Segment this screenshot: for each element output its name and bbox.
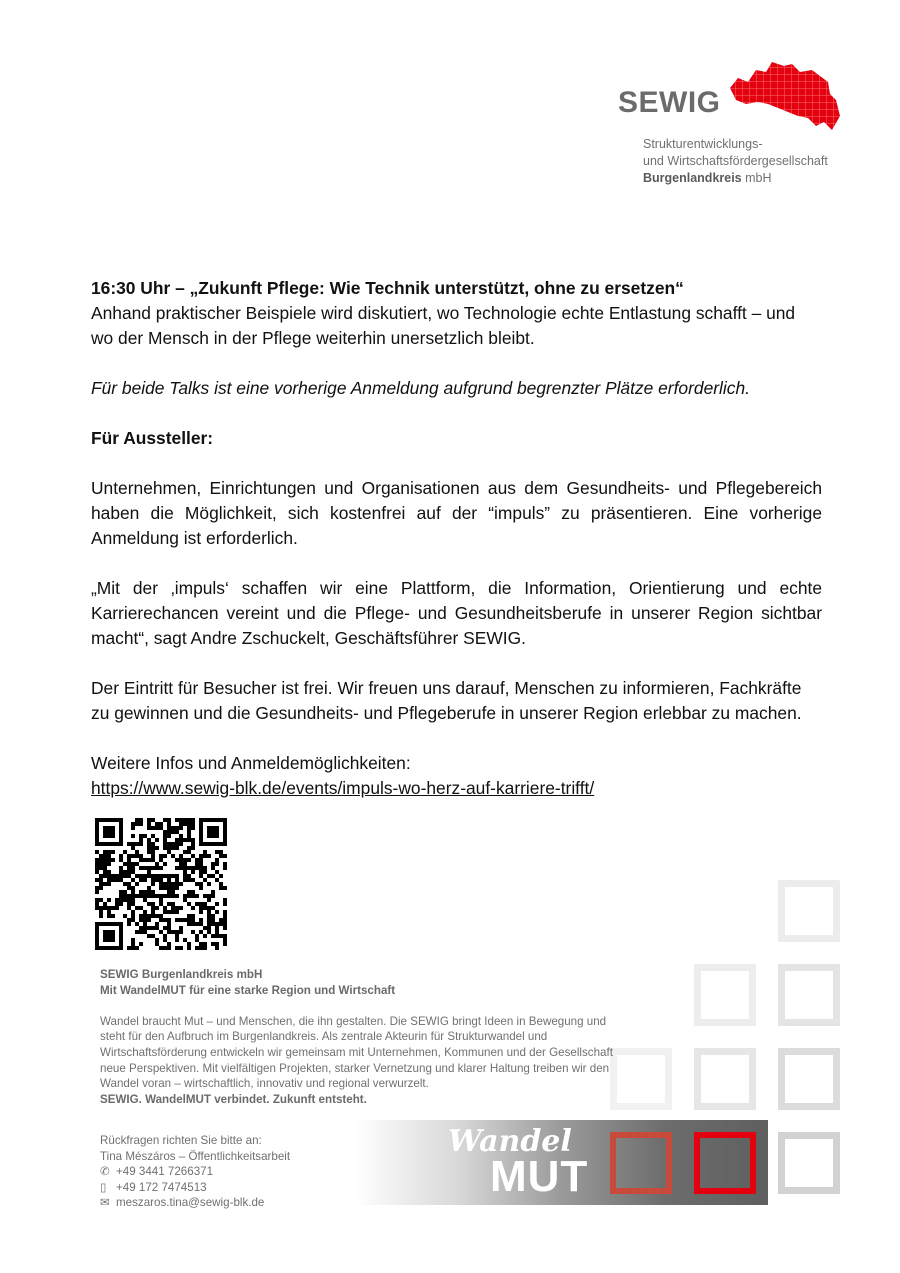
- entry-text: Der Eintritt für Besucher ist frei. Wir freuen uns darauf, Menschen zu informieren, Fachkräfte zu gewinnen und die Gesundheits- und Pflegeberufe in unserer Region erlebbar zu machen.: [91, 678, 802, 723]
- qr-code[interactable]: [95, 818, 227, 950]
- decorative-square: [778, 1048, 840, 1110]
- phone-icon: ✆: [100, 1165, 110, 1179]
- contact-mobile[interactable]: +49 172 7474513: [116, 1180, 207, 1194]
- info-label: Weitere Infos und Anmeldemöglichkeiten:: [91, 753, 411, 773]
- contact-block: [100, 1133, 290, 1211]
- decorative-square: [778, 1132, 840, 1194]
- email-icon: ✉: [100, 1196, 110, 1210]
- exhibitors-text: Unternehmen, Einrichtungen und Organisationen aus dem Gesundheits- und Pflegebereich haben die Möglichkeit, sich kostenfrei auf der “impuls” zu präsentieren. Eine vorherige Anmeldung ist erforderlich.: [91, 478, 822, 548]
- banner-square-right: [694, 1132, 756, 1194]
- logo-wordmark: SEWIG: [618, 86, 721, 119]
- decorative-square: [778, 964, 840, 1026]
- mobile-icon: ▯: [100, 1180, 107, 1194]
- info-link[interactable]: https://www.sewig-blk.de/events/impuls-wo-herz-auf-karriere-trifft/: [91, 778, 595, 798]
- talk-text: Anhand praktischer Beispiele wird diskutiert, wo Technologie echte Entlastung schafft – und wo der Mensch in der Pflege weiterhin unersetzlich bleibt.: [91, 303, 796, 348]
- logo-legal-form: mbH: [741, 171, 772, 185]
- banner-word-mut: MUT: [490, 1152, 589, 1201]
- company-description: Wandel braucht Mut – und Menschen, die ihn gestalten. Die SEWIG bringt Ideen in Bewegung und steht für den Aufbruch im Burgenlandkreis. Als zentrale Akteurin für Strukturwandel und Wirtschaftsförderung entwickeln wir gemeinsam mit Unternehmen, Kommunen und der Gesellschaft neue Perspektiven. Mit vielfältigen Projekten, starker Vernetzung und klarer Haltung treiben wir den Wandel voran – wirtschaftlich, innovativ und regional verwurzelt.: [100, 1014, 613, 1091]
- burgenlandkreis-map-icon: [728, 60, 843, 132]
- logo-subtitle-line: und Wirtschaftsfördergesellschaft: [643, 154, 828, 168]
- company-name: SEWIG Burgenlandkreis mbH: [100, 968, 263, 981]
- talk-heading: 16:30 Uhr – „Zukunft Pflege: Wie Technik unterstützt, ohne zu ersetzen“: [91, 278, 684, 298]
- company-tagline: SEWIG. WandelMUT verbindet. Zukunft entsteht.: [100, 1092, 367, 1106]
- contact-email[interactable]: meszaros.tina@sewig-blk.de: [116, 1196, 265, 1210]
- banner-square-left: [610, 1132, 672, 1194]
- logo-subtitle-line: [643, 170, 828, 187]
- decorative-square: [694, 964, 756, 1026]
- logo-subtitle-line: Strukturentwicklungs-: [643, 137, 763, 151]
- registration-note: Für beide Talks ist eine vorherige Anmeldung aufgrund begrenzter Plätze erforderlich.: [91, 378, 750, 398]
- quote-text: „Mit der ‚impuls‘ schaffen wir eine Plattform, die Information, Orientierung und echte Karrierechancen vereint und die Pflege- und Gesundheitsberufe in unserer Region sichtbar macht“, sagt Andre Zschuckelt, Geschäftsführer SEWIG.: [91, 578, 822, 648]
- contact-phone[interactable]: +49 3441 7266371: [116, 1165, 214, 1179]
- logo-subtitle: [643, 136, 828, 187]
- company-slogan: Mit WandelMUT für eine starke Region und Wirtschaft: [100, 983, 396, 997]
- contact-person: Tina Mészáros – Öffentlichkeitsarbeit: [100, 1149, 291, 1163]
- decorative-square: [694, 1048, 756, 1110]
- contact-intro: Rückfragen richten Sie bitte an:: [100, 1134, 262, 1147]
- press-release-body: [91, 276, 822, 801]
- company-boilerplate: [100, 967, 620, 1107]
- logo-region: Burgenlandkreis: [643, 171, 742, 185]
- exhibitors-heading: Für Aussteller:: [91, 428, 214, 448]
- banner-word-wandel: Wandel: [448, 1124, 572, 1159]
- decorative-square: [778, 880, 840, 942]
